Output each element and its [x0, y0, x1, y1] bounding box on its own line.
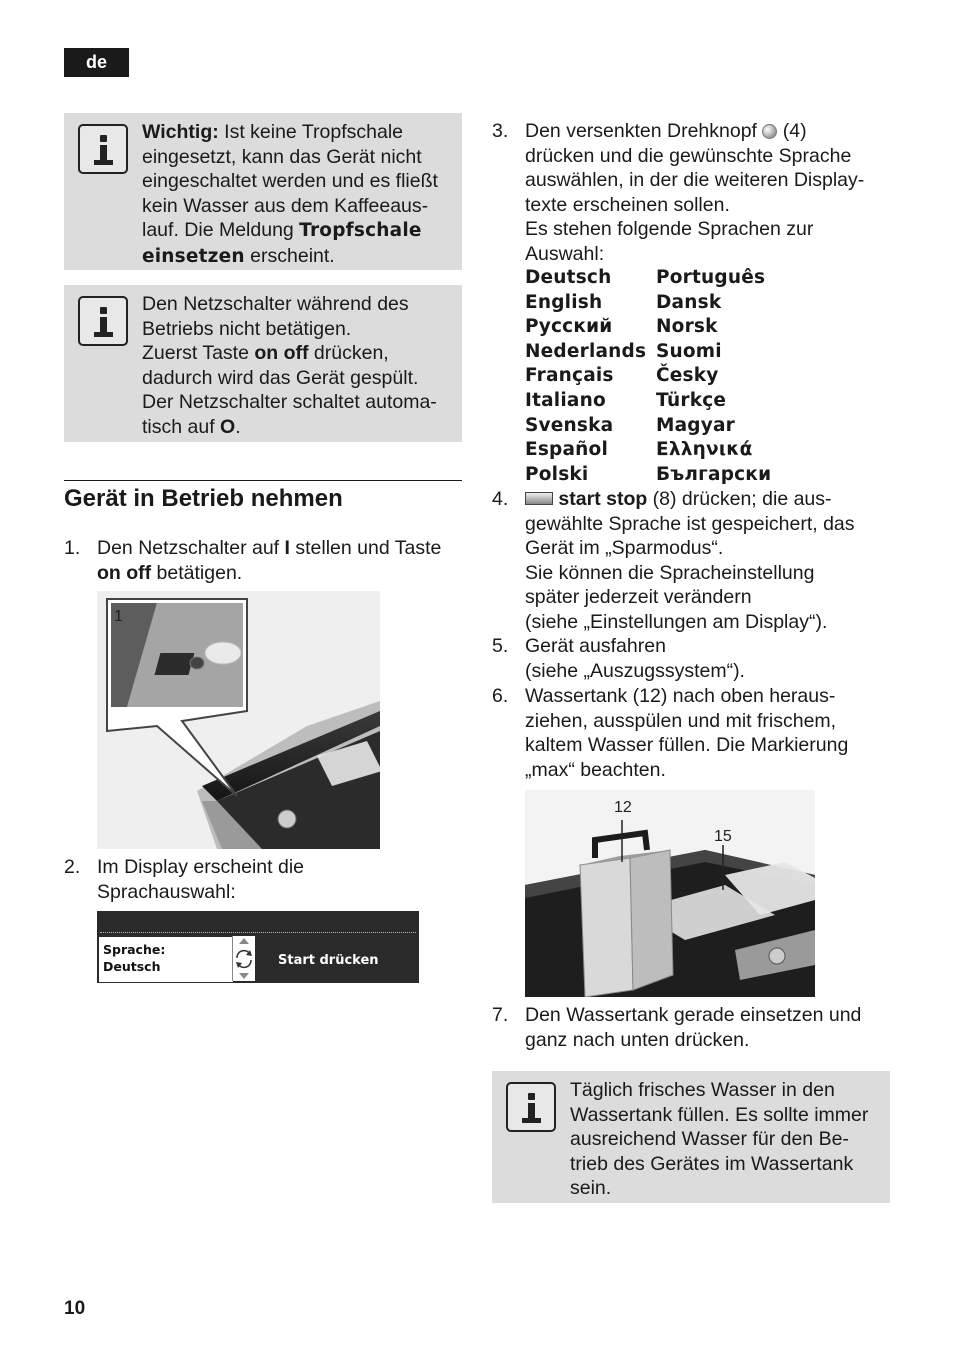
step-number: 6.	[492, 685, 509, 707]
bold-text: I	[284, 537, 290, 559]
text: Es stehen folgende Sprachen zur	[525, 218, 814, 241]
text-line	[142, 218, 454, 244]
text-line	[525, 684, 895, 709]
language-row	[525, 266, 785, 291]
text-line	[142, 415, 454, 440]
text-line	[570, 1152, 882, 1177]
water-tank-photo	[525, 790, 815, 997]
text: dadurch wird das Gerät gespült.	[142, 366, 419, 389]
language-name: Dansk	[656, 291, 722, 313]
text: kaltem Wasser füllen. Die Markierung	[525, 734, 849, 757]
language-name: Suomi	[656, 340, 722, 362]
language-row	[525, 414, 785, 439]
info-icon	[506, 1082, 556, 1132]
text-line	[525, 487, 895, 512]
step-number: 1.	[64, 537, 81, 559]
bold-text: on off	[254, 342, 309, 365]
display-screen	[97, 911, 419, 983]
text-line	[570, 1103, 882, 1128]
display-message-text: einsetzen	[142, 245, 245, 267]
text: .	[235, 415, 241, 438]
text-line	[525, 1003, 895, 1028]
language-row	[525, 291, 785, 316]
text-line	[97, 536, 467, 561]
text-line	[525, 512, 895, 537]
language-row	[525, 340, 785, 365]
text: ganz nach unten drücken.	[525, 1028, 750, 1051]
step-text	[525, 119, 895, 267]
text: Betriebs nicht betätigen.	[142, 317, 352, 340]
text-line	[525, 119, 895, 144]
text-line	[142, 292, 454, 317]
text: sein.	[570, 1177, 612, 1200]
step-text	[525, 487, 895, 635]
water-tank-illustration	[525, 790, 815, 997]
text-line	[525, 709, 895, 734]
info-icon	[78, 124, 128, 174]
language-tab	[64, 48, 129, 77]
text: drücken,	[308, 342, 389, 365]
text: „max“ beachten.	[525, 758, 666, 781]
text: Wassertank (12) nach oben heraus-	[525, 685, 836, 707]
text: drücken und die gewünschte Sprache	[525, 144, 852, 167]
note-text	[142, 292, 454, 440]
text: lauf. Die Meldung	[142, 219, 300, 242]
text: (8) drücken; die aus-	[647, 488, 832, 510]
display-value: Deutsch	[103, 959, 161, 974]
page-number: 10	[64, 1298, 86, 1319]
text: Der Netzschalter schaltet automa-	[142, 391, 437, 414]
text: texte erscheinen sollen.	[525, 193, 730, 216]
text-line	[525, 217, 895, 242]
text-line	[525, 144, 895, 169]
step-number: 3.	[492, 120, 509, 142]
step-text	[97, 855, 467, 904]
rotary-knob-icon	[762, 124, 777, 139]
language-name: Magyar	[656, 414, 736, 436]
text-line	[142, 390, 454, 415]
text-line	[570, 1127, 882, 1152]
figure-label-tank: 12	[614, 799, 632, 816]
text: ausreichend Wasser für den Be-	[570, 1128, 849, 1151]
language-name: Español	[525, 439, 608, 461]
text-line	[525, 193, 895, 218]
text-line	[525, 634, 895, 659]
text-line	[142, 169, 454, 194]
text: betätigen.	[151, 561, 243, 584]
text-line	[142, 341, 454, 366]
language-name: English	[525, 291, 603, 313]
text: Gerät ausfahren	[525, 635, 666, 657]
language-name: Svenska	[525, 414, 614, 436]
text: eingeschaltet werden und es fließt	[142, 170, 438, 193]
text-line	[142, 194, 454, 219]
text: tisch auf	[142, 415, 221, 438]
info-icon	[78, 296, 128, 346]
text: Auswahl:	[525, 242, 605, 265]
text-line	[525, 242, 895, 267]
text: Ist keine Tropfschale	[218, 121, 403, 143]
text: Täglich frisches Wasser in den	[570, 1079, 835, 1101]
language-name: Русский	[525, 316, 613, 338]
text-line	[142, 244, 454, 270]
language-name: Ελληνικά	[656, 439, 753, 461]
display-label: Sprache:	[103, 942, 166, 957]
text: Den Wassertank gerade einsetzen und	[525, 1004, 862, 1026]
language-name: Български	[656, 463, 772, 485]
step-text	[97, 536, 467, 585]
language-name: Norsk	[656, 316, 718, 338]
language-name: Türkçe	[656, 389, 727, 411]
language-name: Deutsch	[525, 267, 612, 288]
display-language-field	[98, 936, 234, 983]
figure-label-tray: 15	[714, 828, 732, 845]
text-line	[97, 855, 467, 880]
text: (4)	[777, 120, 807, 142]
display-message-text: Tropfschale	[299, 220, 422, 242]
text: später jederzeit verändern	[525, 586, 752, 609]
text-line	[570, 1176, 882, 1201]
language-row	[525, 389, 785, 414]
text-line	[570, 1078, 882, 1103]
start-stop-button-icon	[525, 492, 553, 505]
text: Gerät im „Sparmodus“.	[525, 537, 724, 560]
power-switch-illustration	[97, 591, 380, 849]
language-row	[525, 364, 785, 389]
language-name: Česky	[656, 365, 719, 387]
text: Den Netzschalter auf	[97, 537, 285, 559]
figure-label: 1	[114, 608, 123, 625]
language-row	[525, 463, 785, 488]
language-name: Português	[656, 267, 766, 288]
language-name: Italiano	[525, 389, 606, 411]
text-line	[525, 536, 895, 561]
text-line	[525, 585, 895, 610]
text-line	[525, 758, 895, 783]
language-name: Nederlands	[525, 340, 647, 362]
text: auswählen, in der die weiteren Display-	[525, 169, 865, 192]
text-line	[525, 561, 895, 586]
text: trieb des Gerätes im Wassertank	[570, 1152, 854, 1175]
text: kein Wasser aus dem Kaffeeaus-	[142, 194, 429, 217]
text: gewählte Sprache ist gespeichert, das	[525, 512, 855, 535]
text: Wassertank füllen. Es sollte immer	[570, 1103, 869, 1126]
text-line	[142, 366, 454, 391]
language-row	[525, 438, 785, 463]
text: erscheint.	[244, 244, 335, 267]
text-line	[525, 610, 895, 635]
text: Zuerst Taste	[142, 342, 255, 365]
text: (siehe „Einstellungen am Display“).	[525, 610, 828, 633]
text: Den versenkten Drehknopf	[525, 120, 763, 142]
language-name: Polski	[525, 463, 589, 485]
display-divider	[100, 932, 416, 933]
bold-text: Wichtig:	[142, 121, 219, 143]
text-line	[142, 145, 454, 170]
rotate-arrows-icon	[233, 936, 255, 981]
step-number: 2.	[64, 856, 81, 878]
section-title: Gerät in Betrieb nehmen	[64, 485, 343, 512]
text-line	[142, 120, 454, 145]
step-number: 5.	[492, 635, 509, 657]
note-text	[142, 120, 454, 270]
text-line	[525, 168, 895, 193]
text: ziehen, ausspülen und mit frischem,	[525, 709, 837, 732]
bold-text: O	[220, 415, 236, 438]
bold-text: start stop	[553, 488, 648, 510]
text-line	[97, 880, 467, 905]
step-number: 7.	[492, 1004, 509, 1026]
note-text	[570, 1078, 882, 1201]
display-scroll-indicator	[232, 936, 255, 981]
text: eingesetzt, kann das Gerät nicht	[142, 145, 422, 168]
text-line	[97, 561, 467, 586]
bold-text: on off	[97, 561, 152, 584]
step-text	[525, 1003, 895, 1052]
step-number: 4.	[492, 488, 509, 510]
text-line	[525, 1028, 895, 1053]
step-text	[525, 634, 895, 683]
info-note-power-switch	[64, 285, 462, 442]
language-tab-label: de	[85, 52, 107, 73]
power-switch-photo	[97, 591, 380, 849]
language-name: Français	[525, 365, 614, 387]
text: Im Display erscheint die	[97, 856, 304, 878]
language-list	[525, 266, 785, 487]
step-text	[525, 684, 895, 782]
language-row	[525, 315, 785, 340]
text: Sprachauswahl:	[97, 880, 236, 903]
text-line	[142, 317, 454, 342]
text: Sie können die Spracheinstellung	[525, 561, 815, 584]
text-line	[525, 659, 895, 684]
text: Den Netzschalter während des	[142, 293, 409, 315]
text: (siehe „Auszugssystem“).	[525, 659, 745, 682]
info-note-fresh-water	[492, 1071, 890, 1203]
display-action-label: Start drücken	[278, 953, 379, 968]
text-line	[525, 733, 895, 758]
section-rule	[64, 480, 462, 481]
info-note-tray	[64, 113, 462, 270]
text: stellen und Taste	[289, 537, 442, 559]
